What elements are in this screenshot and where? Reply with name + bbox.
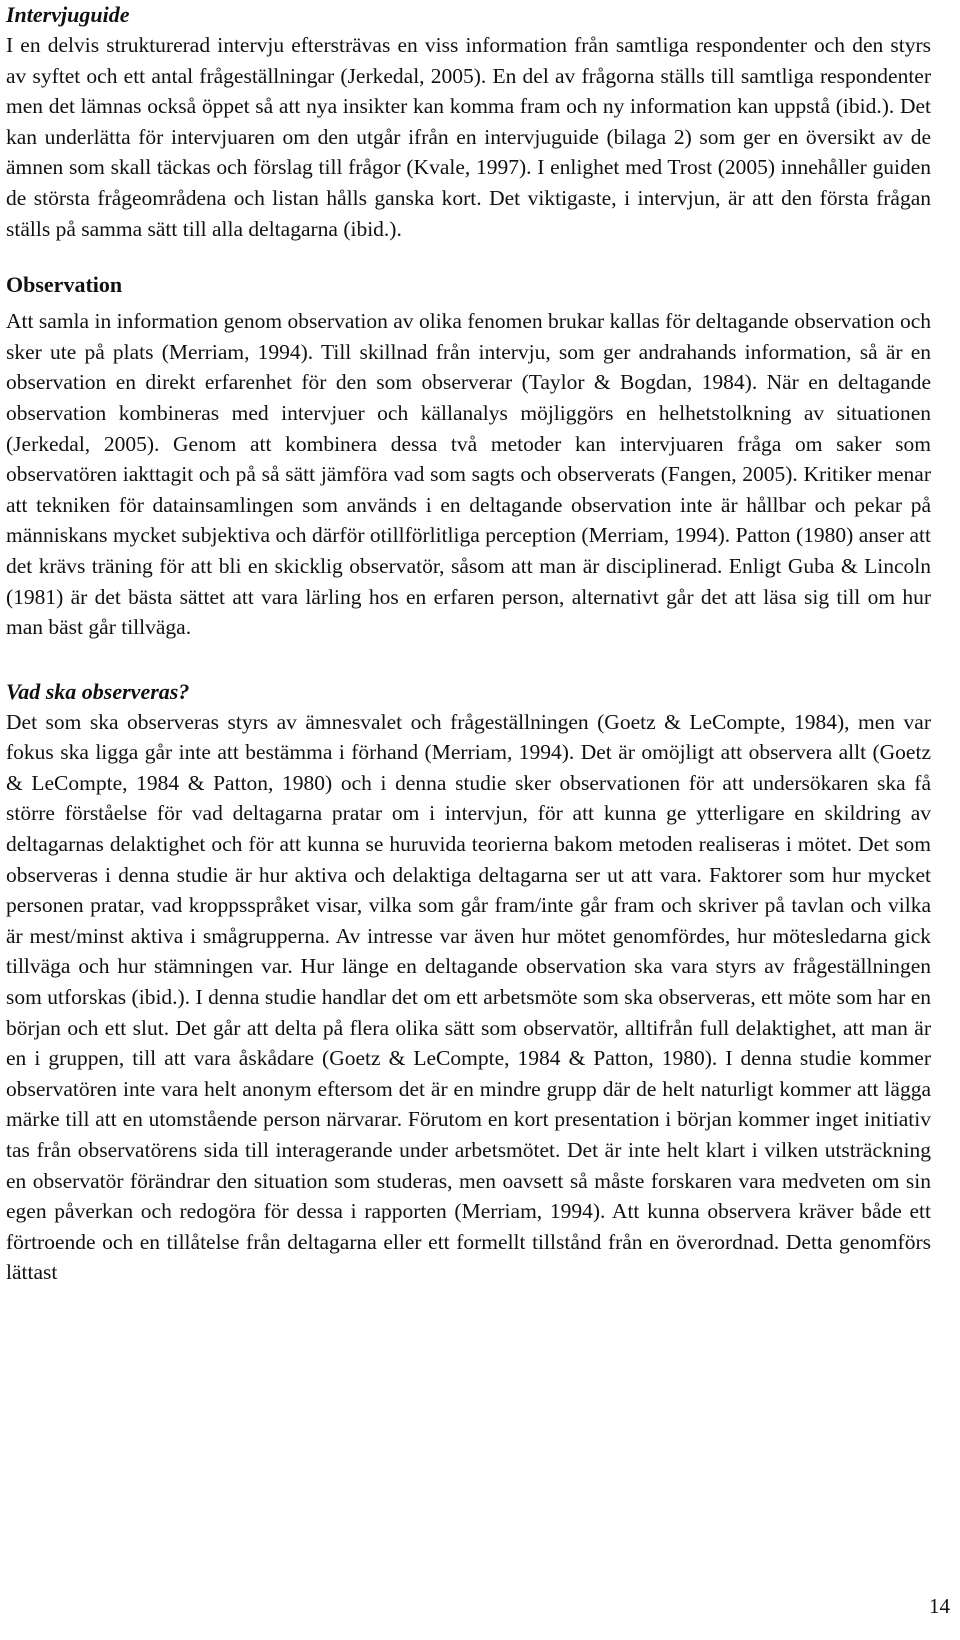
- section-heading-intervjuguide: Intervjuguide: [6, 2, 130, 27]
- section-heading-observation: Observation: [6, 272, 123, 298]
- paragraph-observation: Att samla in information genom observation av olika fenomen brukar kallas för deltagande observation och sker ute på plats (Merriam, 1994). Till skillnad från intervju, som ger andrahands information, så är en observation en direkt erfarenhet för den som observerar (Taylor & Bogdan, 1984). När en deltagande observation kombineras med intervjuer och källanalys möjliggörs en helhetstolkning av situationen (Jerkedal, 2005). Genom att kombinera dessa två metoder kan intervjuaren fråga om saker som observatören iakttagit och på så sätt jämföra vad som sagts och observerats (Fangen, 2005). Kritiker menar att tekniken för datainsamlingen som används i en deltagande observation inte är hållbar och pekar på människans mycket subjektiva och därför otillförlitliga perception (Merriam, 1994). Patton (1980) anser att det krävs träning för att bli en skicklig observatör, såsom att man är disciplinerad. Enligt Guba & Lincoln (1981) är det bästa sättet att vara lärling hos en erfaren person, alternativt går det att läsa sig till om hur man bäst går tillväga.: [6, 309, 931, 640]
- page-number: 14: [929, 1594, 950, 1618]
- paragraph-intervjuguide: I en delvis strukturerad intervju eftersträvas en viss information från samtliga respondenter och den styrs av syftet och ett antal frågeställningar (Jerkedal, 2005). En del av frågorna ställs till samtliga respondenter men det lämnas också öppet så att nya insikter kan komma fram och ny information kan uppstå (ibid.). Det kan underlätta för intervjuaren om den utgår ifrån en intervjuguide (bilaga 2) som ger en översikt av de ämnen som skall täckas och förslag till frågor (Kvale, 1997). I enlighet med Trost (2005) innehåller guiden de största frågeområdena och listan hålls ganska kort. Det viktigaste, i intervjun, är att den första frågan ställs på samma sätt till alla deltagarna (ibid.).: [6, 33, 931, 241]
- paragraph-vad-ska-observeras: Det som ska observeras styrs av ämnesvalet och frågeställningen (Goetz & LeCompte, 1984), men var fokus ska ligga går inte att bestämma i förhand (Merriam, 1994). Det är omöjligt att observera allt (Goetz & LeCompte, 1984 & Patton, 1980) och i denna studie sker observationen för att undersökaren ska få större förståelse för vad deltagarna pratar om i intervjun, för att kunna ge ytterligare en skildring av deltagarnas delaktighet och för att kunna se huruvida teorierna bakom metoden realiseras i mötet. Det som observeras i denna studie är hur aktiva och delaktiga deltagarna ser ut att vara. Faktorer som hur mycket personen pratar, vad kroppsspråket visar, vilka som går fram/inte går fram och skriver på tavlan och vilka är mest/minst aktiva i smågrupperna. Av intresse var även hur mötet genomfördes, hur mötesledarna gick tillväga och hur stämningen var. Hur länge en deltagande observation ska vara styrs av frågeställningen som utforskas (ibid.). I denna studie handlar det om ett arbetsmöte som ska observeras, ett möte som har en början och ett slut. Det går att delta på flera olika sätt som observatör, alltifrån full delaktighet, att man är en i gruppen, till att vara åskådare (Goetz & LeCompte, 1984 & Patton, 1980). I denna studie kommer observatören inte vara helt anonym eftersom det är en mindre grupp där de helt naturligt kommer att lägga märke till att en utomstående person närvarar. Förutom en kort presentation i början kommer inget initiativ tas från observatörens sida till interagerande under arbetsmötet. Det är inte helt klart i vilken utsträckning en observatör förändrar den situation som studeras, men oavsett så måste forskaren vara medveten om sin egen påverkan och redogöra för dessa i rapporten (Merriam, 1994). Att kunna observera kräver både ett förtroende och en tillåtelse från deltagarna eller ett formellt tillstånd från en överordnad. Detta genomförs lättast: [6, 709, 931, 1285]
- document-page: [6, 0, 931, 1288]
- section-heading-vad-ska-observeras: Vad ska observeras?: [6, 678, 190, 704]
